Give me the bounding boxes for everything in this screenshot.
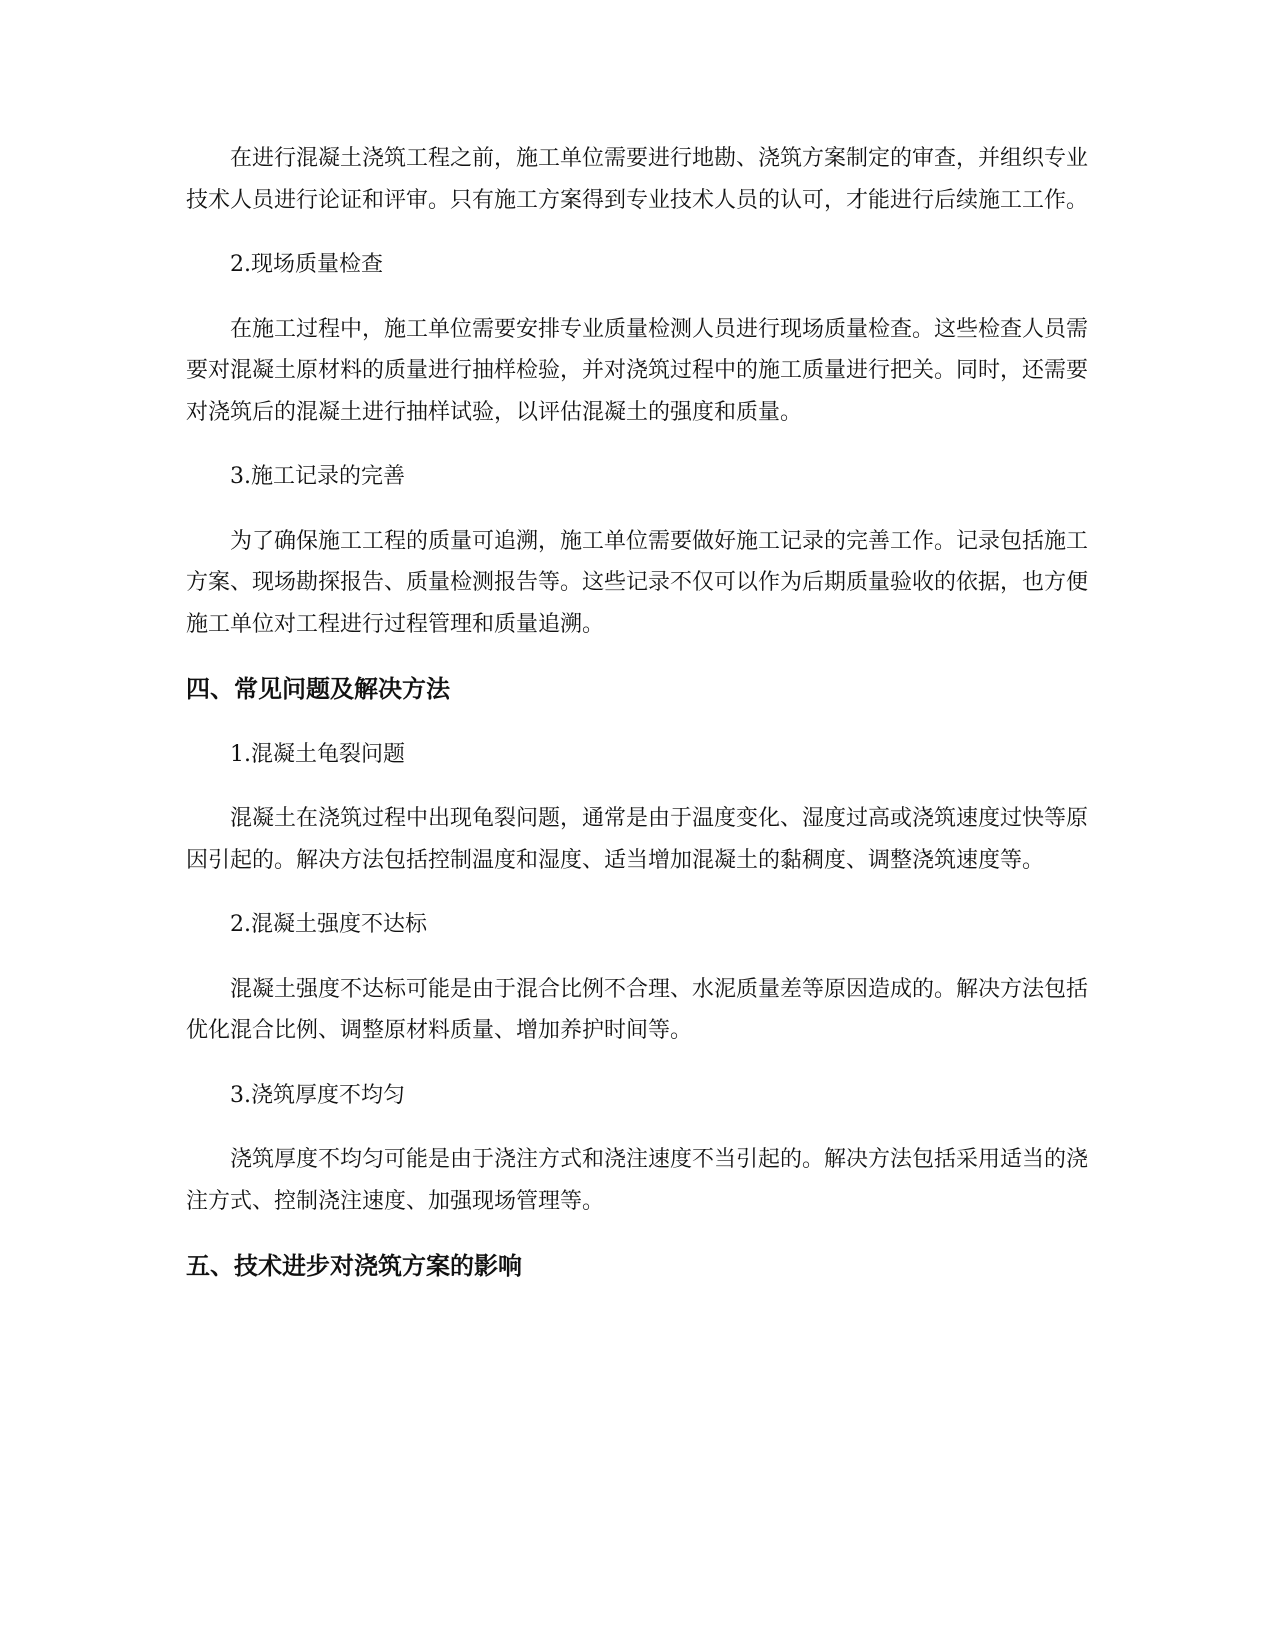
paragraph-uneven-thickness: 浇筑厚度不均匀可能是由于浇注方式和浇注速度不当引起的。解决方法包括采用适当的浇注方式、控制浇注速度、加强现场管理等。 [186,1147,1089,1214]
subheading-strength: 2.混凝土强度不达标 [230,912,427,937]
subheading-quality-inspection: 2.现场质量检查 [230,252,383,277]
document-page [186,138,1088,1288]
paragraph-intro: 在进行混凝土浇筑工程之前，施工单位需要进行地勘、浇筑方案制定的审查，并组织专业技术人员进行论证和评审。只有施工方案得到专业技术人员的认可，才能进行后续施工工作。 [186,146,1089,213]
paragraph-cracking: 混凝土在浇筑过程中出现龟裂问题，通常是由于温度变化、湿度过高或浇筑速度过快等原因引起的。解决方法包括控制温度和湿度、适当增加混凝土的黏稠度、调整浇筑速度等。 [186,806,1089,873]
paragraph-strength: 混凝土强度不达标可能是由于混合比例不合理、水泥质量差等原因造成的。解决方法包括优化混合比例、调整原材料质量、增加养护时间等。 [186,976,1089,1043]
subheading-cracking: 1.混凝土龟裂问题 [230,741,405,767]
paragraph-quality-inspection: 在施工过程中，施工单位需要安排专业质量检测人员进行现场质量检查。这些检查人员需要对混凝土原材料的质量进行抽样检验，并对浇筑过程中的施工质量进行把关。同时，还需要对浇筑后的混凝土进行抽样试验，以评估混凝土的强度和质量。 [186,316,1089,425]
subheading-construction-records: 3.施工记录的完善 [230,464,405,489]
section-heading-common-problems: 四、常见问题及解决方法 [186,675,450,703]
section-heading-technology-impact: 五、技术进步对浇筑方案的影响 [186,1252,522,1280]
paragraph-construction-records: 为了确保施工工程的质量可追溯，施工单位需要做好施工记录的完善工作。记录包括施工方案、现场勘探报告、质量检测报告等。这些记录不仅可以作为后期质量验收的依据，也方便施工单位对工程进行过程管理和质量追溯。 [186,528,1089,637]
subheading-uneven-thickness: 3.浇筑厚度不均匀 [230,1082,405,1108]
